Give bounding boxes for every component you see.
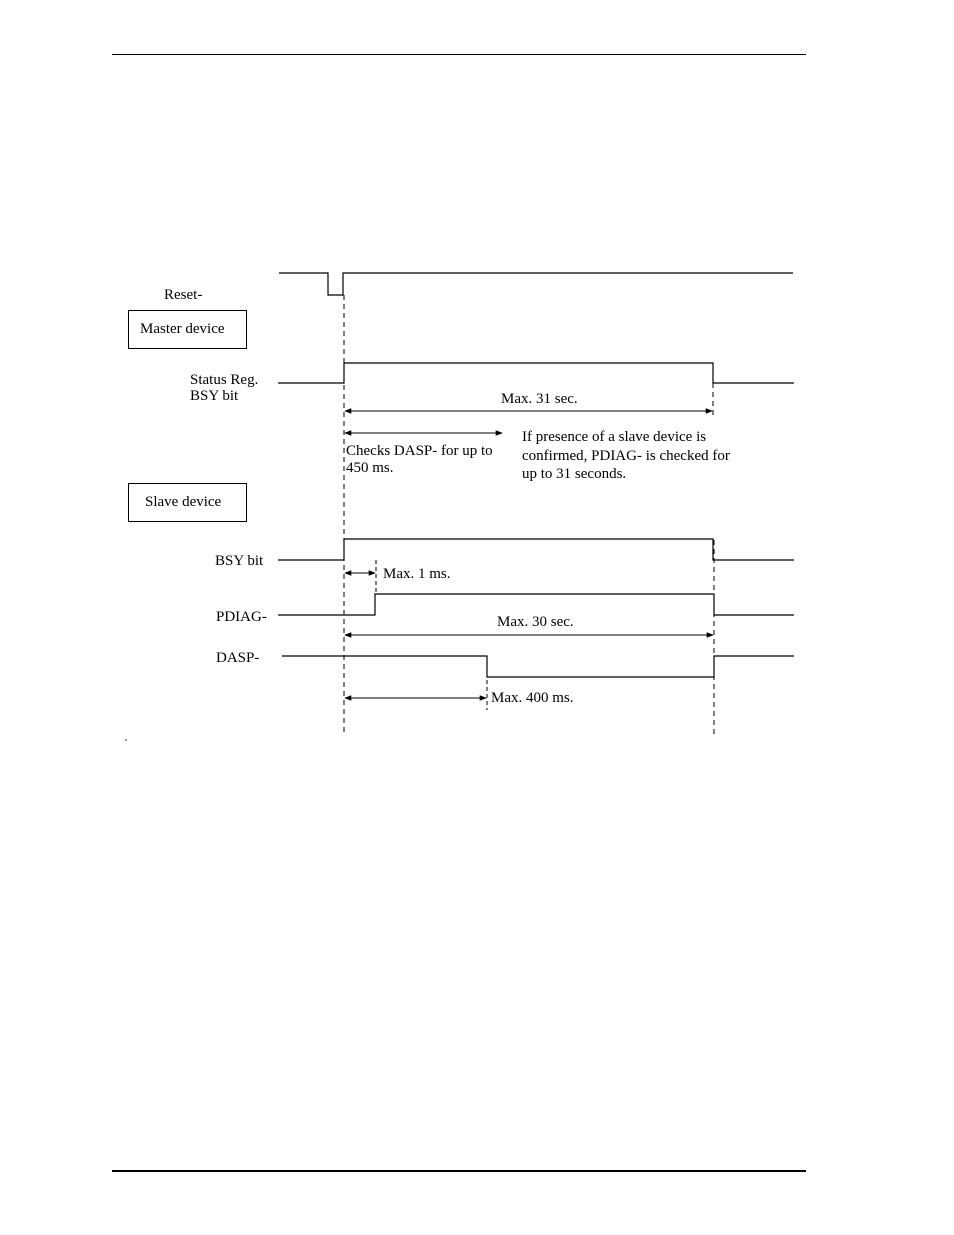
slave-presence-line3: up to 31 seconds. — [522, 466, 627, 482]
slave-presence-line2: confirmed, PDIAG- is checked for — [522, 447, 730, 464]
reset-label: Reset- — [164, 287, 203, 303]
checks-dasp-note — [346, 443, 493, 477]
max-400ms-label: Max. 400 ms. — [491, 690, 574, 706]
reset-waveform — [279, 273, 793, 295]
slave-device-box — [128, 483, 247, 522]
status-reg-label: Status Reg. — [190, 372, 259, 388]
slave-device-label: Slave device — [145, 494, 222, 510]
master-bsy-label: BSY bit — [190, 388, 239, 404]
pdiag-label: PDIAG- — [216, 609, 267, 625]
footer-rule — [112, 1170, 806, 1172]
stray-dot — [125, 739, 126, 740]
slave-bsy-label: BSY bit — [215, 553, 264, 569]
slave-bsy-waveform — [278, 539, 794, 560]
master-device-label: Master device — [140, 321, 225, 337]
slave-presence-line1: If presence of a slave device is — [522, 429, 707, 445]
pdiag-waveform — [278, 594, 794, 615]
checks-dasp-line2: 450 ms. — [346, 460, 394, 476]
master-bsy-waveform — [278, 363, 794, 383]
dasp-waveform — [282, 656, 794, 677]
checks-dasp-line1: Checks DASP- for up to — [346, 443, 493, 459]
slave-presence-note — [522, 428, 730, 484]
master-device-box — [128, 310, 247, 349]
max-31-label: Max. 31 sec. — [501, 391, 578, 407]
max-1ms-label: Max. 1 ms. — [383, 566, 451, 582]
dasp-label: DASP- — [216, 650, 260, 666]
max-30-label: Max. 30 sec. — [497, 614, 574, 630]
